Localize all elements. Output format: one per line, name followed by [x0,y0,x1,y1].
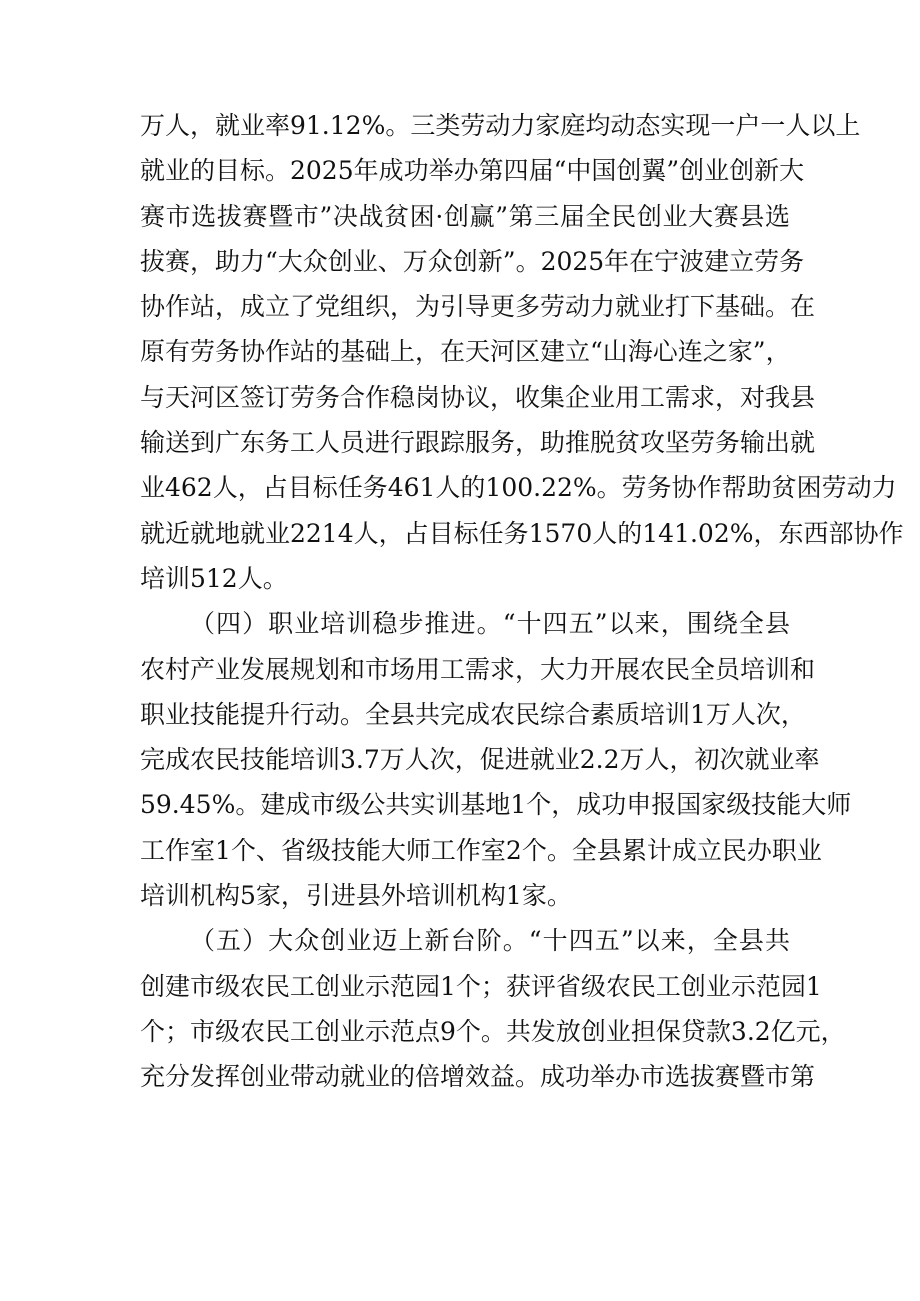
text-line: 与天河区签订劳务合作稳岗协议，收集企业用工需求，对我县 [140,382,816,412]
text-line: 协作站，成立了党组织，为引导更多劳动力就业打下基础。在 [140,292,816,322]
text-line: 培训512人。 [140,563,288,593]
paragraph-labor-cooperation [140,103,904,601]
text-line: 个；市级农民工创业示范点9个。共发放创业担保贷款3.2亿元， [140,1016,846,1046]
document-body [140,103,904,1100]
section-heading-line: （五）大众创业迈上新台阶。“十四五”以来，全县共 [190,926,790,956]
text-line: 培训机构5家，引进县外培训机构1家。 [140,881,572,911]
text-line: 职业技能提升行动。全县共完成农民综合素质培训1万人次， [140,699,806,729]
paragraph-vocational-training [140,601,852,918]
text-line: 拔赛，助力“大众创业、万众创新”。2025年在宁波建立劳务 [140,246,805,276]
text-line: 充分发挥创业带动就业的倍增效益。成功举办市选拔赛暨市第 [140,1062,816,1092]
text-line: 工作室1个、省级技能大师工作室2个。全县累计成立民办职业 [140,835,822,865]
text-line: 就业的目标。2025年成功举办第四届“中国创翼”创业创新大 [140,156,805,186]
text-line: 业462人，占目标任务461人的100.22%。劳务协作帮助贫困劳动力 [140,473,897,503]
text-line: 输送到广东务工人员进行跟踪服务，助推脱贫攻坚劳务输出就 [140,428,816,458]
section-heading-line: （四）职业培训稳步推进。“十四五”以来，围绕全县 [190,609,790,639]
text-line: 就近就地就业2214人，占目标任务1570人的141.02%，东西部协作 [140,518,904,548]
text-line: 万人，就业率91.12%。三类劳动力家庭均动态实现一户一人以上 [140,111,861,140]
text-line: 完成农民技能培训3.7万人次，促进就业2.2万人，初次就业率 [140,745,820,775]
text-line: 农村产业发展规划和市场用工需求，大力开展农民全员培训和 [140,654,816,684]
paragraph-entrepreneurship [140,918,846,1099]
text-line: 赛市选拔赛暨市”决战贫困·创赢”第三届全民创业大赛县选 [140,201,790,231]
text-line: 创建市级农民工创业示范园1个；获评省级农民工创业示范园1 [140,971,822,1001]
text-line: 原有劳务协作站的基础上，在天河区建立“山海心连之家”， [140,337,791,367]
text-line: 59.45%。建成市级公共实训基地1个，成功申报国家级技能大师 [140,790,852,820]
